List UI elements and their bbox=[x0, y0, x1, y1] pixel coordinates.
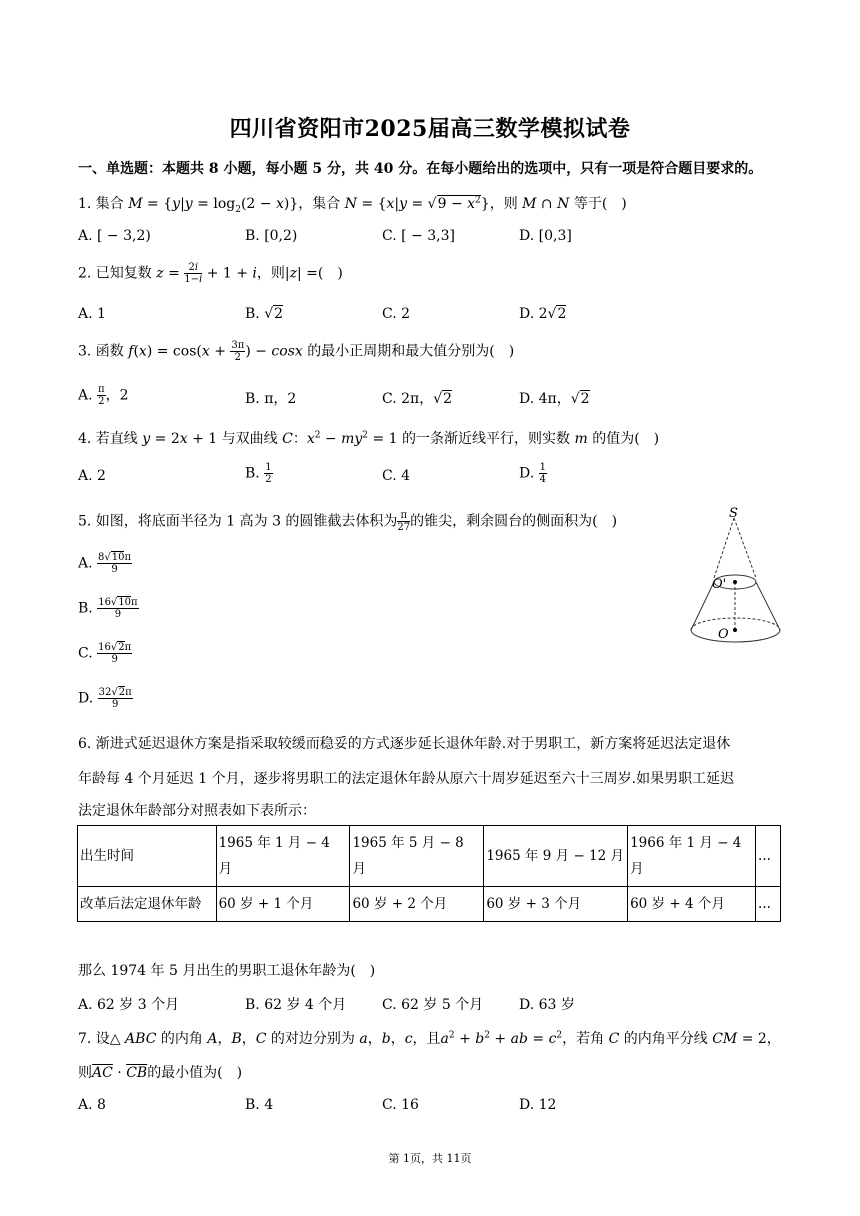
q1-option-d: D. [0,3] bbox=[519, 228, 572, 244]
question-1: 1. 集合 $M = \{y|y = \log_2(2 - x)\}$，集合 $N = \{x|y = √9 - x^2\}$，则 M ∩ N 等于( ) bbox=[78, 195, 627, 215]
q2-option-b: B. √2 bbox=[245, 306, 284, 322]
q4-option-d: D. $\frac{1}{4}$ bbox=[519, 462, 547, 485]
q1-option-b: B. [0,2) bbox=[245, 228, 298, 244]
table-cell: 60 岁 + 1 个月 bbox=[216, 887, 350, 922]
label-o: O bbox=[718, 627, 729, 642]
table-cell: 60 岁 + 2 个月 bbox=[350, 887, 484, 922]
q6-option-d: D. 63 岁 bbox=[519, 997, 575, 1013]
q1-option-a: A. [ − 3,2) bbox=[78, 228, 151, 244]
q6-option-b: B. 62 岁 4 个月 bbox=[245, 997, 347, 1013]
question-7-line-2: 则$\overline{AC} \cdot \overline{CB}$的最小值为( ) bbox=[78, 1065, 243, 1081]
table-cell: 1965 年 9 月 − 12 月 bbox=[484, 826, 628, 887]
q7-option-d: D. 12 bbox=[519, 1097, 557, 1113]
q6-option-c: C. 62 岁 5 个月 bbox=[382, 997, 484, 1013]
table-row bbox=[78, 887, 781, 922]
table-cell: ... bbox=[756, 826, 781, 887]
q2-option-a: A. 1 bbox=[78, 306, 106, 322]
question-3: 3. 函数 f(x) = cos(x + $\frac{3\pi}{2}$ ) − cosx 的最小正周期和最大值分别为( ) bbox=[78, 340, 515, 363]
table-cell: 1965 年 5 月 − 8 月 bbox=[350, 826, 484, 887]
question-6-line-2: 年龄每 4 个月延迟 1 个月，逐步将男职工的法定退休年龄从原六十周岁延迟至六十三周岁.如果男职工延迟 bbox=[78, 771, 735, 787]
q7-option-a: A. 8 bbox=[78, 1097, 106, 1113]
question-2: 2. 已知复数 z = $\frac{2i}{1-i}$ + 1 + i，则|z| =( ) bbox=[78, 262, 343, 285]
q7-option-c: C. 16 bbox=[382, 1097, 419, 1113]
table-cell: 1965 年 1 月 − 4 月 bbox=[216, 826, 350, 887]
table-cell: 改革后法定退休年龄 bbox=[78, 887, 217, 922]
table-cell: 60 岁 + 4 个月 bbox=[628, 887, 756, 922]
question-7-line-1: 7. 设△ ABC 的内角 A，B，C 的对边分别为 a，b，c，且$a^2 + b^2$ + ab = $c^2$，若角 C 的内角平分线 CM = 2， bbox=[78, 1030, 781, 1047]
q4-option-b: B. $\frac{1}{2}$ bbox=[245, 462, 272, 485]
cone-figure bbox=[680, 500, 790, 660]
q2-option-d: D. 2√2 bbox=[519, 306, 567, 322]
page-footer: 第 1页，共 11页 bbox=[388, 1152, 472, 1165]
label-s: S bbox=[729, 506, 738, 521]
q5-option-d: D. $\frac{32√2\pi}{9}$ bbox=[78, 687, 132, 710]
retirement-table bbox=[77, 825, 781, 922]
q1-option-c: C. [ − 3,3] bbox=[382, 228, 455, 244]
table-cell: ... bbox=[756, 887, 781, 922]
q3-option-d: D. 4π，√2 bbox=[519, 391, 590, 407]
table-row bbox=[78, 826, 781, 887]
q3-option-c: C. 2π，√2 bbox=[382, 391, 453, 407]
q4-option-c: C. 4 bbox=[382, 468, 411, 484]
q5-option-b: B. $\frac{16√10\pi}{9}$ bbox=[78, 597, 138, 620]
table-cell: 60 岁 + 3 个月 bbox=[484, 887, 628, 922]
section-header: 一、单选题：本题共 8 小题，每小题 5 分，共 40 分。在每小题给出的选项中，只有一项是符合题目要求的。 bbox=[78, 161, 763, 177]
q2-option-c: C. 2 bbox=[382, 306, 411, 322]
q4-option-a: A. 2 bbox=[78, 468, 106, 484]
question-6-line-3: 法定退休年龄部分对照表如下表所示： bbox=[78, 803, 316, 819]
question-5: 5. 如图，将底面半径为 1 高为 3 的圆锥截去体积为 $\frac{\pi}{27}$ 的锥尖，剩余圆台的侧面积为( ) bbox=[78, 510, 618, 533]
page-title: 四川省资阳市2025届高三数学模拟试卷 bbox=[229, 116, 631, 142]
label-o-prime: O' bbox=[712, 577, 727, 592]
q3-option-a: A. $\frac{\pi}{2}$ ，2 bbox=[78, 384, 129, 407]
table-cell: 出生时间 bbox=[78, 826, 217, 887]
question-6-line-1: 6. 渐进式延迟退休方案是指采取较缓而稳妥的方式逐步延长退休年龄.对于男职工，新方案将延迟法定退休 bbox=[78, 736, 731, 752]
q5-option-c: C. $\frac{16√2\pi}{9}$ bbox=[78, 642, 132, 665]
question-4: 4. 若直线 y = 2x + 1 与双曲线 C：$x^2 - my^2 = 1$ 的一条渐近线平行，则实数 m 的值为( ) bbox=[78, 430, 660, 447]
table-cell: 1966 年 1 月 − 4 月 bbox=[628, 826, 756, 887]
q7-option-b: B. 4 bbox=[245, 1097, 274, 1113]
q6-option-a: A. 62 岁 3 个月 bbox=[78, 997, 180, 1013]
question-6-question: 那么 1974 年 5 月出生的男职工退休年龄为( ) bbox=[78, 963, 376, 979]
q3-option-b: B. π，2 bbox=[245, 391, 297, 407]
q5-option-a: A. $\frac{8√10\pi}{9}$ bbox=[78, 552, 132, 575]
